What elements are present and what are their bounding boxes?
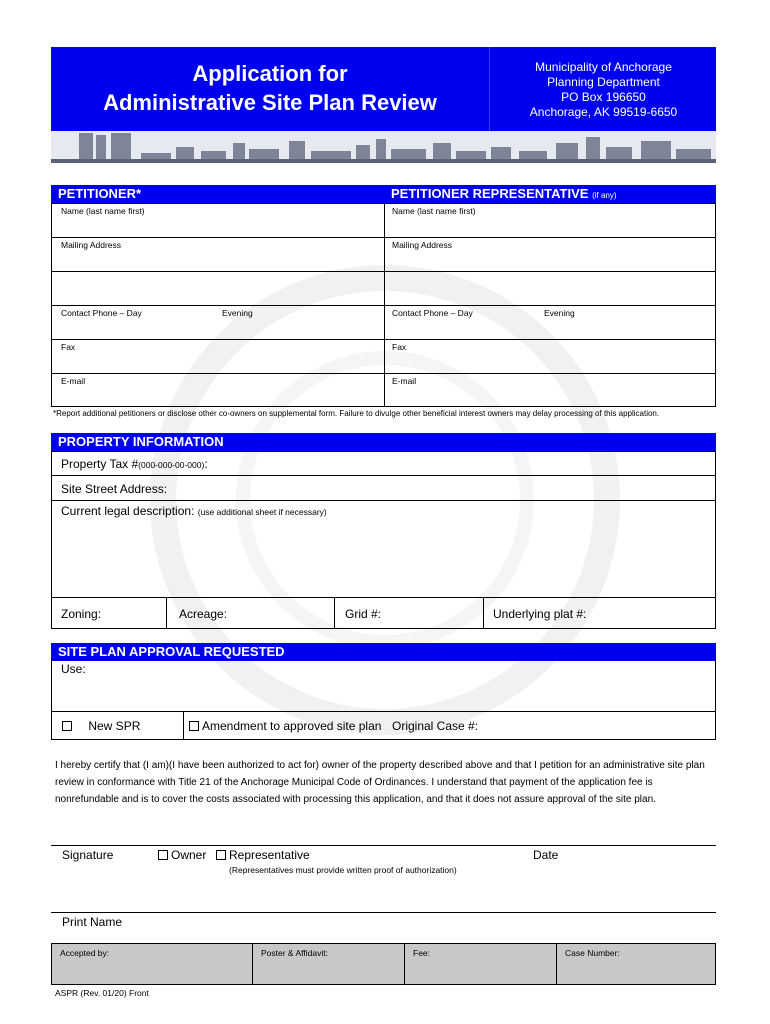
grid-field[interactable]: Grid #: xyxy=(334,597,484,629)
petitioner-mailing-field-line2[interactable] xyxy=(51,271,385,306)
case-number-field: Case Number: xyxy=(565,948,620,958)
acreage-field[interactable]: Acreage: xyxy=(166,597,335,629)
new-spr-checkbox[interactable] xyxy=(62,721,72,731)
property-heading: PROPERTY INFORMATION xyxy=(51,433,716,451)
print-name-line xyxy=(51,912,716,913)
representative-mailing-field[interactable]: Mailing Address xyxy=(384,237,716,272)
form-revision-footer: ASPR (Rev. 01/20) Front xyxy=(55,988,149,998)
petitioner-mailing-field[interactable]: Mailing Address xyxy=(51,237,385,272)
fee-field: Fee: xyxy=(405,944,557,984)
representative-checkbox[interactable] xyxy=(216,850,226,860)
zoning-field[interactable]: Zoning: xyxy=(51,597,167,629)
department-address: Municipality of Anchorage Planning Department PO Box 196650 Anchorage, AK 99519-6650 xyxy=(529,60,678,119)
petitioner-footnote: *Report additional petitioners or disclose other co-owners on supplemental form. Failure to divulge other beneficial interest owners may delay processing of this application. xyxy=(53,409,660,418)
office-use-block xyxy=(51,943,716,985)
representative-heading-note: (if any) xyxy=(592,191,617,200)
legal-description-field[interactable]: Current legal description: (use additional sheet if necessary) xyxy=(51,500,716,598)
city-skyline-graphic xyxy=(51,131,716,163)
petitioner-name-field[interactable]: Name (last name first) xyxy=(51,203,385,238)
signature-line xyxy=(51,845,716,846)
representative-mailing-field-line2[interactable] xyxy=(384,271,716,306)
representative-email-field[interactable]: E-mail xyxy=(384,373,716,407)
header-divider xyxy=(489,47,490,131)
owner-option[interactable]: Owner xyxy=(158,848,206,862)
representative-phone-field[interactable]: Contact Phone – Day Evening xyxy=(384,305,716,340)
representative-fax-field[interactable]: Fax xyxy=(384,339,716,374)
date-label: Date xyxy=(533,848,559,862)
petitioner-phone-field[interactable]: Contact Phone – Day Evening xyxy=(51,305,385,340)
certification-statement: I hereby certify that (I am)(I have been authorized to act for) owner of the property described above and that I petition for an administrative site plan review in conformance with Title 21 of the Anchorage Municipal Code of Ordinances. I understand that payment of the application fee is nonrefundable and is to cover the costs associated with processing this application, and that it does not assure approval of the site plan. xyxy=(55,760,705,805)
amendment-checkbox[interactable] xyxy=(189,721,199,731)
petitioner-fax-field[interactable]: Fax xyxy=(51,339,385,374)
poster-affidavit-field: Poster & Affidavit: xyxy=(253,944,405,984)
underlying-plat-field[interactable]: Underlying plat #: xyxy=(483,597,716,629)
form-header xyxy=(51,47,716,131)
use-field[interactable]: Use: xyxy=(51,659,716,712)
representative-name-field[interactable]: Name (last name first) xyxy=(384,203,716,238)
print-name-label: Print Name xyxy=(62,915,123,929)
new-spr-option[interactable]: New SPR xyxy=(51,711,184,740)
signature-label: Signature xyxy=(62,848,114,862)
representative-note: (Representatives must provide written proof of authorization) xyxy=(229,865,457,875)
site-street-address-field[interactable]: Site Street Address: xyxy=(51,475,716,501)
original-case-label: Original Case #: xyxy=(392,719,479,733)
petitioner-heading: PETITIONER* xyxy=(58,186,142,201)
form-title: Application for Administrative Site Plan Review xyxy=(103,61,437,115)
accepted-by-field: Accepted by: xyxy=(52,944,253,984)
owner-checkbox[interactable] xyxy=(158,850,168,860)
petitioner-email-field[interactable]: E-mail xyxy=(51,373,385,407)
representative-heading: PETITIONER REPRESENTATIVE (if any) xyxy=(391,186,617,201)
site-plan-heading: SITE PLAN APPROVAL REQUESTED xyxy=(51,643,716,661)
representative-option[interactable]: Representative xyxy=(216,848,310,862)
amendment-option[interactable]: Amendment to approved site plan Original Case #: xyxy=(183,711,716,740)
property-tax-field[interactable]: Property Tax #(000-000-00-000): xyxy=(51,451,716,476)
